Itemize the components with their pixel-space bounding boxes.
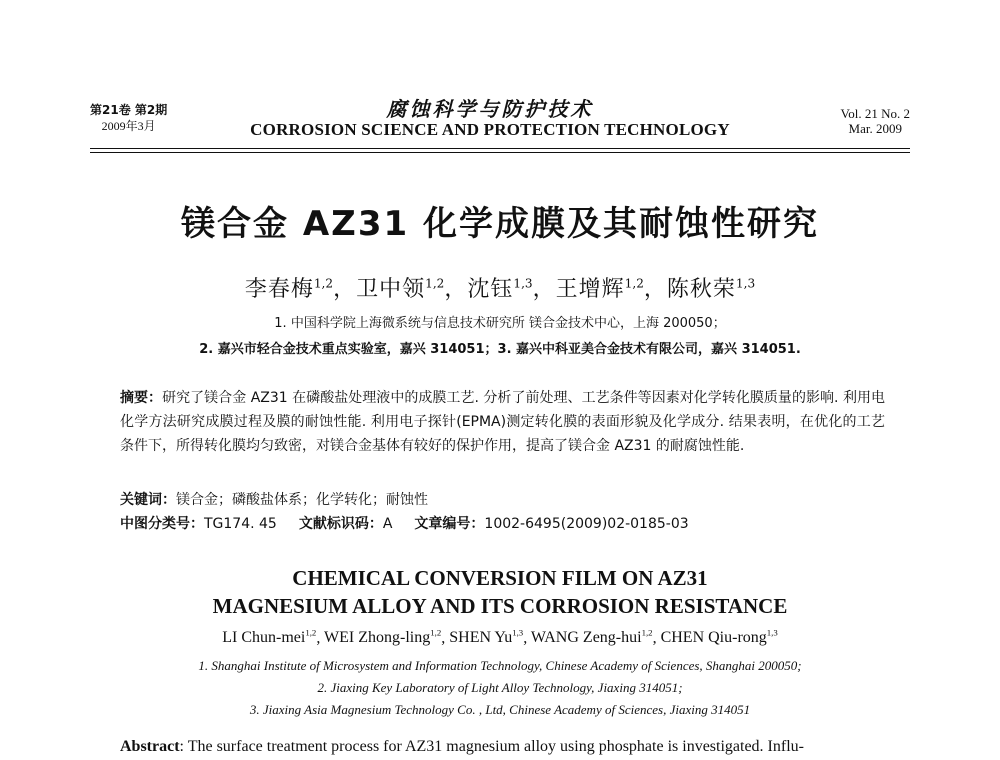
doc-code-label: 文献标识码： (298, 516, 383, 532)
abstract-en-label: Abstract (120, 738, 180, 755)
date-cn: 2009年3月 (101, 119, 156, 133)
author-en: LI Chun-mei$^{1,2}$ (222, 628, 317, 647)
abstract-en-text: : The surface treatment process for AZ31 magnesium alloy using phosphate is investigated. Influ- (179, 738, 804, 755)
clc-value: TG174. 45 (204, 516, 277, 532)
affiliation-en-1: 1. Shanghai Institute of Microsystem and Information Technology, Chinese Academy of Sciences, Shanghai 200050; (198, 658, 802, 673)
author-cn: 李春梅$^{1,2}$ (244, 276, 334, 302)
affiliation-cn-1: 1. 中国科学院上海微系统与信息技术研究所 镁合金技术中心，上海 200050； (274, 316, 726, 331)
journal-title-en: CORROSION SCIENCE AND PROTECTION TECHNOLOGY (250, 120, 730, 139)
article-number-value: 1002-6495(2009)02-0185-03 (484, 516, 689, 532)
abstract-cn (120, 386, 885, 458)
journal-title-cn: 腐蚀科学与防护技术 (386, 97, 594, 121)
author-list-en: LI Chun-mei$^{1,2}$, WEI Zhong-ling$^{1,2}$, SHEN Yu$^{1,3}$, WANG Zeng-hui$^{1,2}$, CHEN Qiu-rong$^{1,3}$ (222, 628, 778, 647)
article-title-en-line-1: CHEMICAL CONVERSION FILM ON AZ31 (292, 566, 708, 590)
author-list-cn: 李春梅$^{1,2}$，卫中领$^{1,2}$，沈钰$^{1,3}$，王增辉$^{1,2}$，陈秋荣$^{1,3}$ (244, 276, 756, 302)
issue-info-cn (90, 102, 167, 134)
issue-cn: 第21卷 第2期 (90, 103, 168, 117)
author-cn: 沈钰$^{1,3}$ (467, 276, 533, 302)
author-cn: 陈秋荣$^{1,3}$ (666, 276, 756, 302)
volume-en: Vol. 21 No. 2 (840, 106, 910, 121)
date-en: Mar. 2009 (848, 121, 902, 136)
article-title-en-line-2: MAGNESIUM ALLOY AND ITS CORROSION RESISTANCE (212, 594, 788, 618)
doc-code-value: A (382, 516, 393, 532)
author-cn: 卫中领$^{1,2}$ (356, 276, 445, 302)
header-rule-thin (90, 152, 910, 153)
author-en: CHEN Qiu-rong$^{1,3}$ (660, 628, 778, 647)
issue-info-en (841, 106, 910, 136)
article-number-label: 文章编号： (414, 516, 485, 532)
affiliation-en-3: 3. Jiaxing Asia Magnesium Technology Co. , Ltd, Chinese Academy of Sciences, Jiaxing 314051 (249, 702, 751, 717)
affiliation-en-2: 2. Jiaxing Key Laboratory of Light Alloy Technology, Jiaxing 314051; (317, 680, 683, 695)
article-title-cn: 镁合金 AZ31 化学成膜及其耐蚀性研究 (181, 204, 819, 244)
article-title-en (0, 564, 1000, 620)
classification-line (120, 512, 900, 536)
keywords-cn-text: 镁合金；磷酸盐体系；化学转化；耐蚀性 (176, 492, 428, 508)
author-cn: 王增辉$^{1,2}$ (555, 276, 644, 302)
header-rule-thick (90, 148, 910, 149)
keywords-cn-label: 关键词： (120, 492, 176, 508)
affiliation-cn-2: 2. 嘉兴市轻合金技术重点实验室，嘉兴 314051；3. 嘉兴中科亚美合金技术有限公司，嘉兴 314051. (199, 342, 801, 357)
author-en: WANG Zeng-hui$^{1,2}$ (530, 628, 653, 647)
abstract-en (120, 738, 890, 756)
clc-label: 中图分类号： (120, 516, 204, 532)
author-en: SHEN Yu$^{1,3}$ (449, 628, 524, 647)
journal-title (210, 98, 770, 140)
journal-header (90, 98, 910, 148)
abstract-cn-text: 研究了镁合金 AZ31 在磷酸盐处理液中的成膜工艺. 分析了前处理、工艺条件等因素对化学转化膜质量的影响. 利用电化学方法研究成膜过程及膜的耐蚀性能. 利用电子探针(EPMA)测定转化膜的表面形貌及化学成分. 结果表明，在优化的工艺条件下，所得转化膜均匀致密，对镁合金基体有较好的保护作用，提高了镁合金 AZ31 的耐腐蚀性能. (120, 390, 885, 454)
author-en: WEI Zhong-ling$^{1,2}$ (324, 628, 442, 647)
abstract-cn-label: 摘要： (120, 390, 163, 406)
keywords-cn (120, 488, 885, 512)
